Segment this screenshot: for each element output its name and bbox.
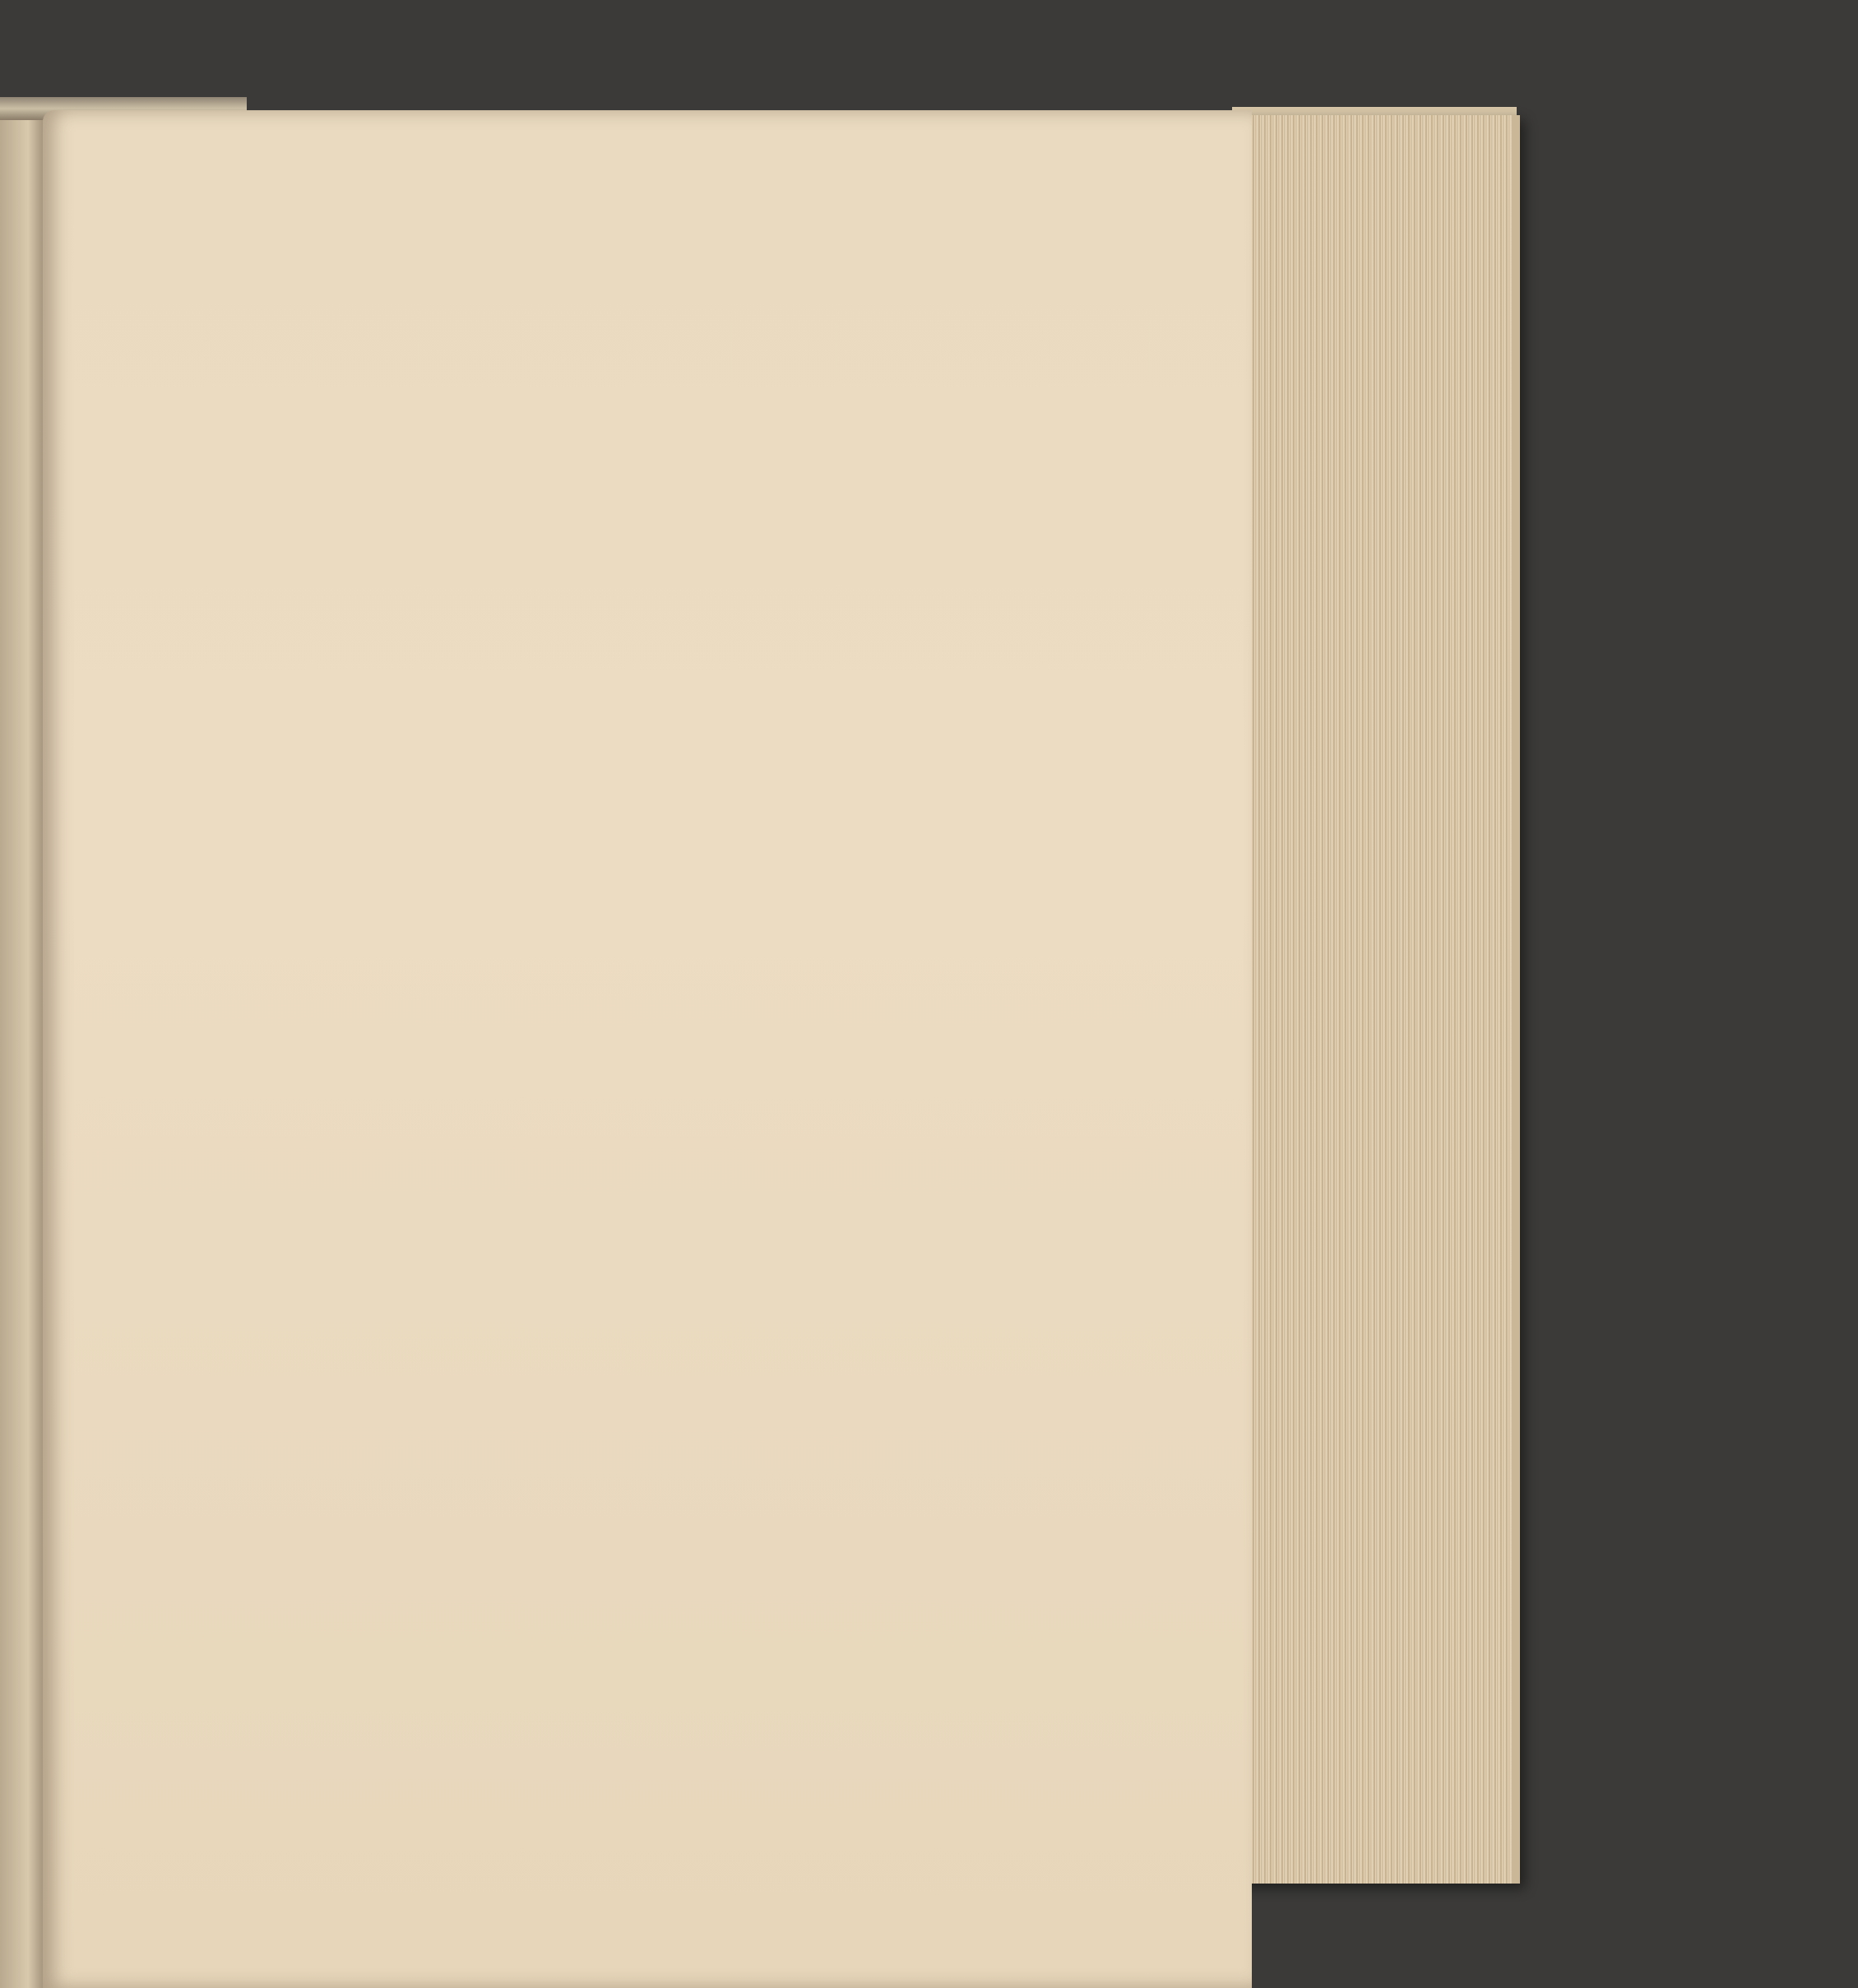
page-stack-fore-edge — [1232, 115, 1520, 1884]
chapter-number — [378, 841, 410, 878]
right-page — [43, 110, 1252, 1988]
previous-page-text-fragments — [0, 327, 33, 1726]
